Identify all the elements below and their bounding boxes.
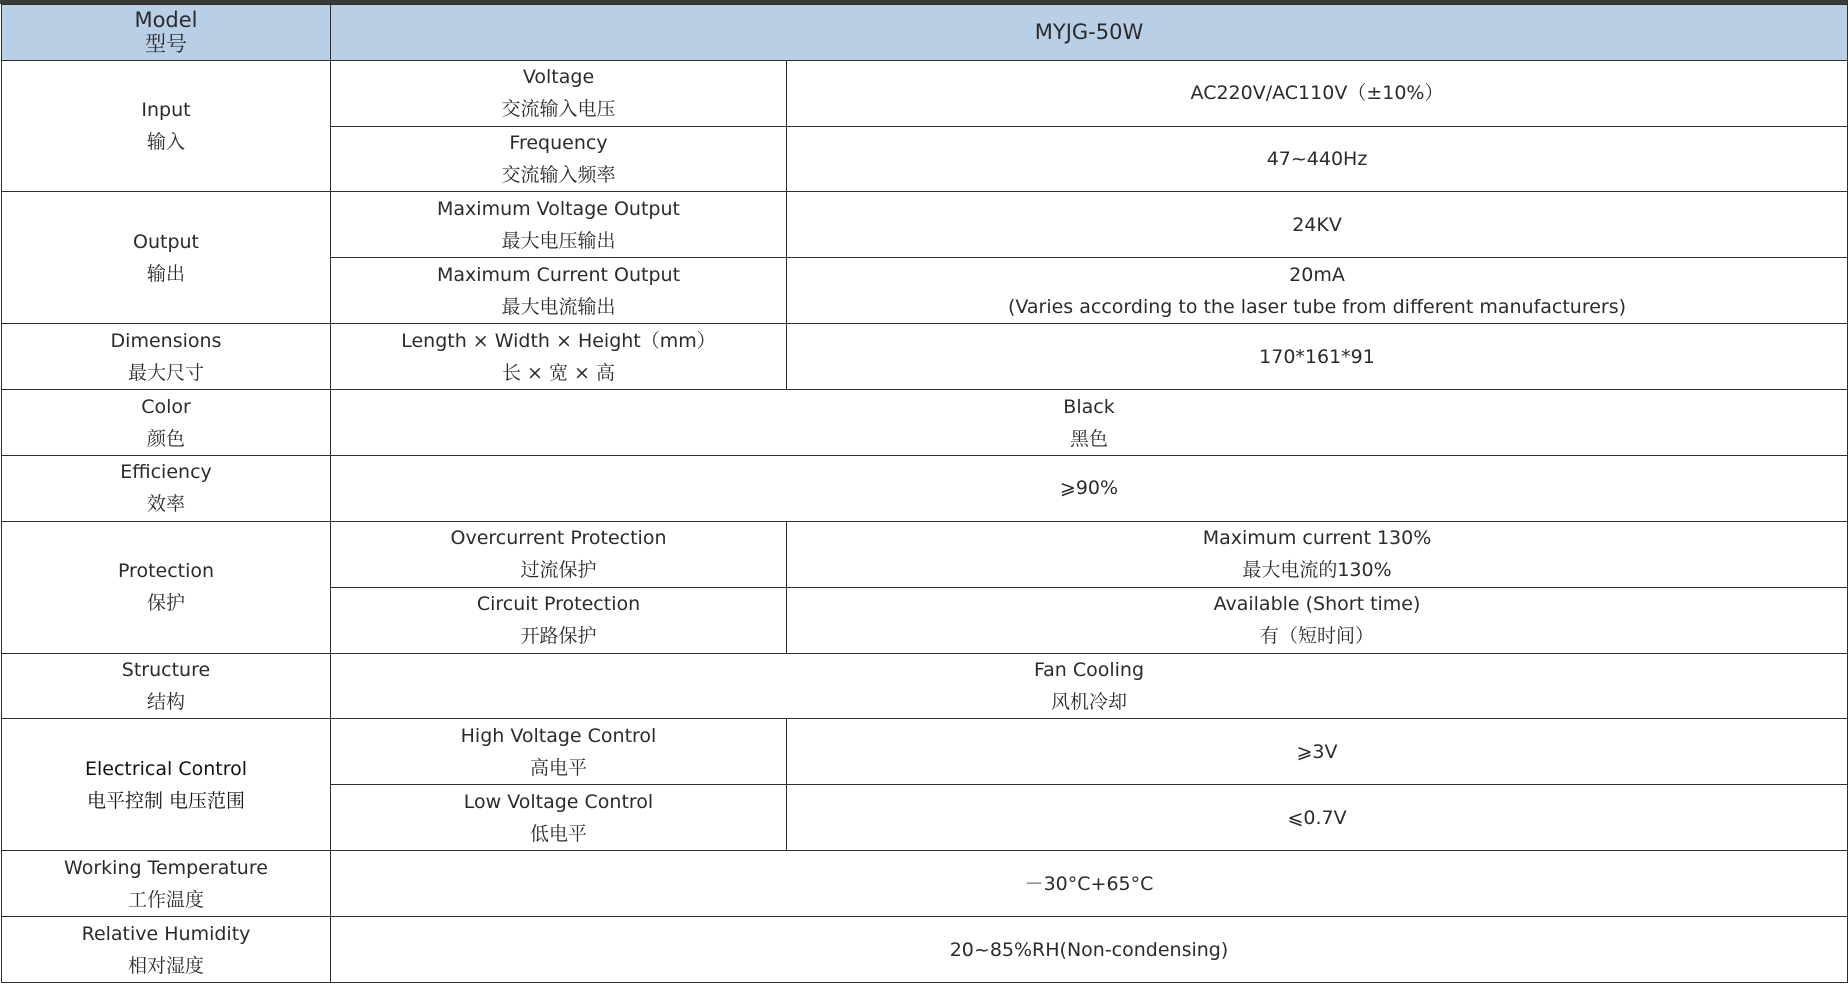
electrical-label-cell <box>2 719 331 851</box>
output-label-en: Output <box>133 230 199 253</box>
max-current-zh: 最大电流输出 <box>501 295 616 318</box>
header-row <box>2 5 1848 61</box>
output-label-cell <box>2 192 331 324</box>
circuit-en: Circuit Protection <box>476 593 641 616</box>
circuit-value-zh: 有（短时间） <box>1260 625 1375 648</box>
temperature-value-cell <box>331 851 1848 917</box>
frequency-en: Frequency <box>509 132 608 155</box>
model-label-en: Model <box>134 8 198 33</box>
structure-value-zh: 风机冷却 <box>1051 691 1128 714</box>
low-voltage-value: ⩽0.7V <box>1287 806 1347 829</box>
low-voltage-en: Low Voltage Control <box>463 790 654 813</box>
table-row <box>2 917 1848 983</box>
dimensions-sub-zh: 长 × 宽 × 高 <box>502 361 615 384</box>
low-voltage-value-cell <box>787 785 1848 851</box>
structure-label-cell <box>2 653 331 719</box>
table-row <box>2 192 1848 258</box>
color-label-cell <box>2 390 331 456</box>
dimensions-sub-en: Length × Width × Height（mm） <box>401 329 716 352</box>
voltage-zh: 交流输入电压 <box>501 98 616 121</box>
max-voltage-en: Maximum Voltage Output <box>437 197 680 220</box>
circuit-value-en: Available (Short time) <box>1213 593 1421 616</box>
max-voltage-value-cell <box>787 192 1848 258</box>
overcurrent-en: Overcurrent Protection <box>450 527 667 550</box>
high-voltage-value: ⩾3V <box>1296 740 1338 763</box>
max-voltage-sub-cell <box>331 192 787 258</box>
voltage-en: Voltage <box>522 66 595 89</box>
dimensions-value: 170*161*91 <box>1259 345 1375 368</box>
electrical-label-en: Electrical Control <box>84 757 248 780</box>
efficiency-label-zh: 效率 <box>146 493 185 516</box>
efficiency-value-cell <box>331 455 1848 521</box>
max-current-value-cell <box>787 258 1848 324</box>
low-voltage-zh: 低电平 <box>529 822 587 845</box>
overcurrent-zh: 过流保护 <box>520 559 597 582</box>
overcurrent-sub-cell <box>331 521 787 587</box>
frequency-sub-cell <box>331 126 787 192</box>
max-current-note: (Varies according to the laser tube from different manufacturers) <box>1007 295 1627 318</box>
high-voltage-en: High Voltage Control <box>460 724 657 747</box>
max-voltage-value: 24KV <box>1292 213 1342 236</box>
high-voltage-zh: 高电平 <box>529 756 587 779</box>
voltage-value: AC220V/AC110V（±10%） <box>1190 82 1444 105</box>
high-voltage-sub-cell <box>331 719 787 785</box>
humidity-label-en: Relative Humidity <box>81 922 251 945</box>
humidity-value: 20~85%RH(Non-condensing) <box>949 938 1229 961</box>
efficiency-label-en: Efficiency <box>120 461 212 484</box>
overcurrent-value-en: Maximum current 130% <box>1202 527 1432 550</box>
dimensions-sub-cell <box>331 324 787 390</box>
dimensions-value-cell <box>787 324 1848 390</box>
humidity-value-cell <box>331 917 1848 983</box>
electrical-label-zh: 电平控制 电压范围 <box>86 789 246 812</box>
input-label-en: Input <box>141 99 191 122</box>
model-label-cell <box>2 5 331 61</box>
protection-label-cell <box>2 521 331 653</box>
table-row <box>2 390 1848 456</box>
table-row <box>2 653 1848 719</box>
table-row <box>2 60 1848 126</box>
humidity-label-cell <box>2 917 331 983</box>
dimensions-label-zh: 最大尺寸 <box>127 361 204 384</box>
structure-label-zh: 结构 <box>146 691 185 714</box>
color-label-en: Color <box>141 395 191 418</box>
structure-label-en: Structure <box>121 659 211 682</box>
table-row <box>2 851 1848 917</box>
circuit-value-cell <box>787 587 1848 653</box>
max-current-en: Maximum Current Output <box>436 263 681 286</box>
temperature-value: －30°C+65°C <box>1024 872 1154 895</box>
table-row <box>2 324 1848 390</box>
protection-label-en: Protection <box>117 560 215 583</box>
color-value-cell <box>331 390 1848 456</box>
dimensions-label-cell <box>2 324 331 390</box>
circuit-sub-cell <box>331 587 787 653</box>
temperature-label-zh: 工作温度 <box>127 888 204 911</box>
table-row <box>2 719 1848 785</box>
low-voltage-sub-cell <box>331 785 787 851</box>
model-label-zh: 型号 <box>145 32 187 57</box>
structure-value-cell <box>331 653 1848 719</box>
temperature-label-cell <box>2 851 331 917</box>
protection-label-zh: 保护 <box>146 592 185 615</box>
table-row <box>2 521 1848 587</box>
max-voltage-zh: 最大电压输出 <box>501 229 616 252</box>
efficiency-label-cell <box>2 455 331 521</box>
output-label-zh: 输出 <box>146 262 185 285</box>
dimensions-label-en: Dimensions <box>110 329 222 352</box>
overcurrent-value-zh: 最大电流的130% <box>1242 559 1392 582</box>
temperature-label-en: Working Temperature <box>64 856 268 879</box>
voltage-value-cell <box>787 60 1848 126</box>
humidity-label-zh: 相对湿度 <box>127 954 204 977</box>
efficiency-value: ⩾90% <box>1059 477 1119 500</box>
max-current-sub-cell <box>331 258 787 324</box>
voltage-sub-cell <box>331 60 787 126</box>
model-value-cell <box>331 5 1848 61</box>
color-label-zh: 颜色 <box>146 427 185 450</box>
frequency-value-cell <box>787 126 1848 192</box>
input-label-zh: 输入 <box>146 131 185 154</box>
overcurrent-value-cell <box>787 521 1848 587</box>
input-label-cell <box>2 60 331 192</box>
spec-table <box>1 4 1848 983</box>
color-value-zh: 黑色 <box>1070 427 1109 450</box>
frequency-value: 47~440Hz <box>1266 148 1368 171</box>
model-value: MYJG-50W <box>1034 20 1144 45</box>
table-row <box>2 455 1848 521</box>
frequency-zh: 交流输入频率 <box>501 164 616 187</box>
structure-value-en: Fan Cooling <box>1033 659 1145 682</box>
circuit-zh: 开路保护 <box>520 625 597 648</box>
high-voltage-value-cell <box>787 719 1848 785</box>
color-value-en: Black <box>1063 395 1115 418</box>
max-current-value: 20mA <box>1289 263 1345 286</box>
